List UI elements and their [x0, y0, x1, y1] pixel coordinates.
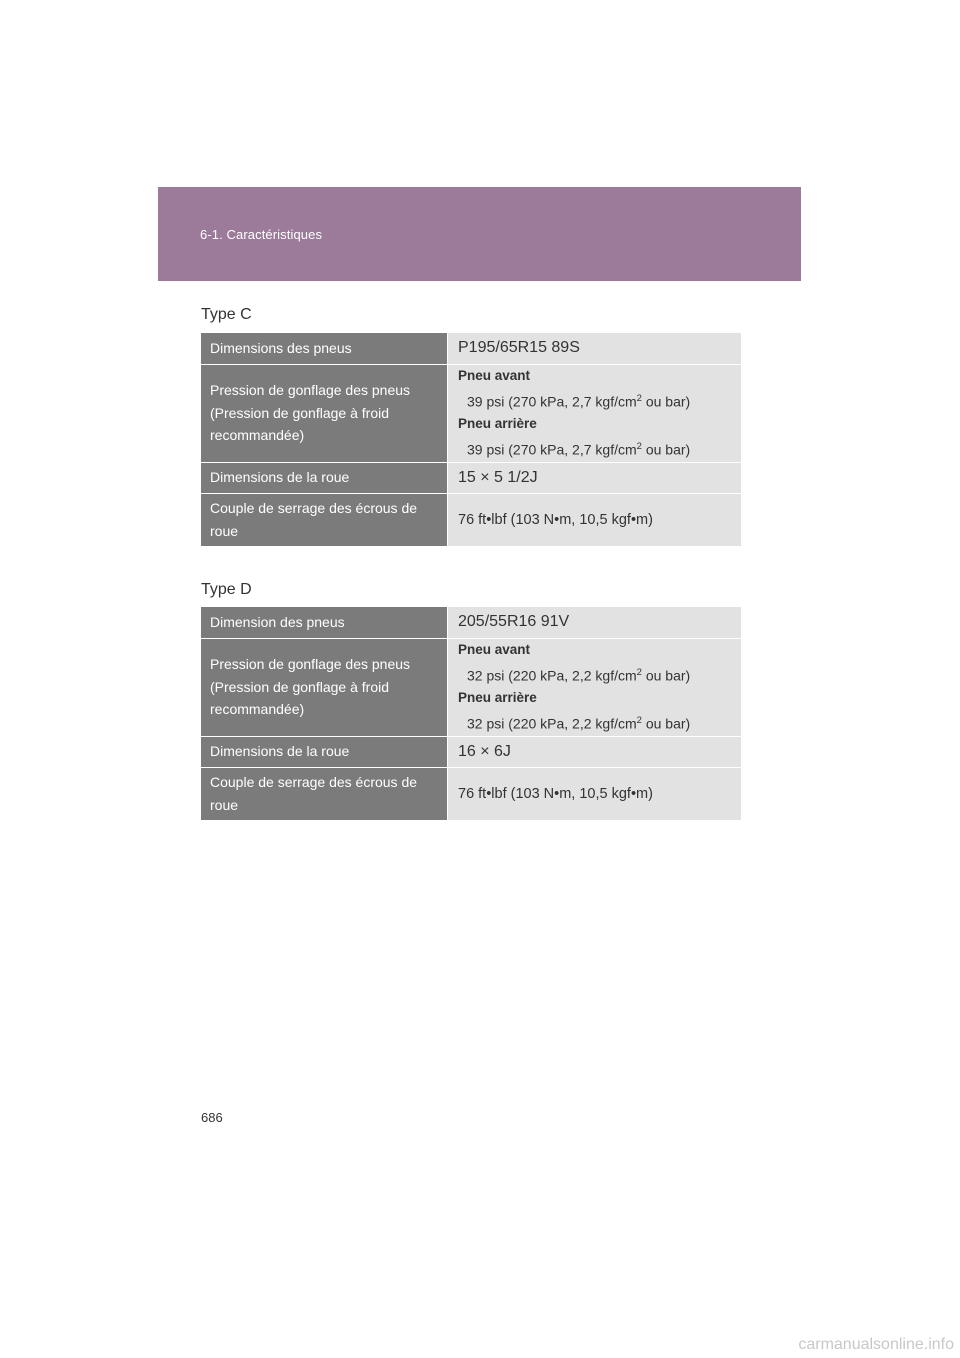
- torque-value: 76 ft•lbf (103 N•m, 10,5 kgf•m): [448, 767, 742, 820]
- front-tire-heading: Pneu avant: [458, 642, 531, 658]
- wheel-size-value: 15 × 5 1/2J: [448, 462, 742, 493]
- table-row: [201, 462, 741, 493]
- table-row: [201, 607, 741, 638]
- type-c-heading: Type C: [201, 306, 252, 323]
- inflation-value: [448, 638, 742, 736]
- inflation-label: Pression de gonflage des pneus (Pression de gonflage à froid recommandée): [201, 638, 448, 736]
- rear-tire-pressure: 39 psi (270 kPa, 2,7 kgf/$cm^2$ ou bar): [467, 440, 691, 458]
- torque-label: Couple de serrage des écrous de roue: [201, 493, 448, 546]
- header-band: [158, 187, 801, 281]
- rear-tire-heading: Pneu arrière: [458, 416, 537, 431]
- section-title: 6-1. Caractéristiques: [200, 227, 323, 242]
- table-row: [201, 333, 741, 364]
- wheel-size-value: 16 × 6J: [448, 736, 742, 767]
- type-d-heading: Type D: [201, 581, 252, 598]
- table-row: [201, 364, 741, 462]
- inflation-value: [448, 364, 742, 462]
- tire-size-label: Dimensions des pneus: [201, 333, 448, 364]
- table-row: [201, 638, 741, 736]
- front-tire-heading: Pneu avant: [458, 368, 531, 384]
- tire-size-value: 205/55R16 91V: [448, 607, 742, 638]
- front-tire-pressure: 32 psi (220 kPa, 2,2 kgf/$cm^2$ ou bar): [467, 666, 691, 684]
- table-row: [201, 736, 741, 767]
- type-c-spec-table: [201, 333, 741, 547]
- wheel-size-label: Dimensions de la roue: [201, 736, 448, 767]
- page-number: 686: [201, 1110, 223, 1125]
- watermark: carmanualsonline.info: [798, 1336, 954, 1353]
- inflation-label: Pression de gonflage des pneus (Pression de gonflage à froid recommandée): [201, 364, 448, 462]
- rear-tire-heading: Pneu arrière: [458, 690, 537, 705]
- torque-label: Couple de serrage des écrous de roue: [201, 767, 448, 820]
- torque-value: 76 ft•lbf (103 N•m, 10,5 kgf•m): [448, 493, 742, 546]
- table-row: [201, 493, 741, 546]
- rear-tire-pressure: 32 psi (220 kPa, 2,2 kgf/$cm^2$ ou bar): [467, 714, 691, 732]
- wheel-size-label: Dimensions de la roue: [201, 462, 448, 493]
- table-row: [201, 767, 741, 820]
- tire-size-label: Dimension des pneus: [201, 607, 448, 638]
- tire-size-value: P195/65R15 89S: [448, 333, 742, 364]
- front-tire-pressure: 39 psi (270 kPa, 2,7 kgf/$cm^2$ ou bar): [467, 392, 691, 410]
- type-d-spec-table: [201, 607, 741, 821]
